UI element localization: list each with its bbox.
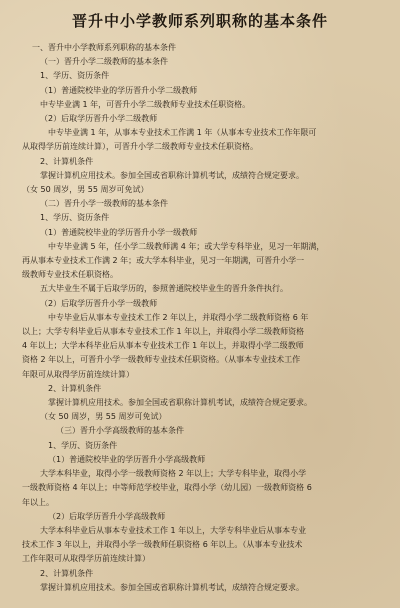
item-subheading: （2）后取学历晋升小学一级教师 — [40, 298, 158, 308]
paragraph-line: 中专毕业满 1 年，从事本专业技术工作满 1 年（从事本专业技术工作年限可 — [48, 128, 317, 138]
paragraph-line: 一级教师资格 4 年以上；中等师范学校毕业，取得小学（幼儿园）一级教师资格 6 — [22, 483, 312, 493]
section-heading: 一、晋升中小学教师系列职称的基本条件 — [32, 43, 176, 52]
page-title: 晋升中小学教师系列职称的基本条件 — [71, 12, 328, 30]
item-subheading: （1）普通院校毕业的学历晋升小学高级教师 — [48, 454, 206, 464]
paragraph-line: 以上；大学专科毕业后从事本专业技术工作 1 年以上，并取得小学二级教师资格 — [22, 327, 305, 337]
paragraph-line: 大学本科毕业后从事本专业技术工作 1 年以上，大学专科毕业后从事本专业 — [40, 525, 307, 535]
paragraph-line: 大学本科毕业，取得小学一级教师资格 2 年以上；大学专科毕业，取得小学 — [40, 469, 307, 479]
paragraph-line: 再从事本专业技术工作满 2 年；或大学本科毕业，见习一年期满，可晋升小学一 — [22, 256, 305, 266]
paragraph-line: 中专毕业后从事本专业技术工作 2 年以上，并取得小学二级教师资格 6 年 — [48, 312, 309, 322]
paragraph-line: 年限可从取得学历前连续计算） — [22, 369, 134, 379]
item-heading: 2、计算机条件 — [40, 156, 94, 166]
subsection-heading: （二）晋升小学一级教师的基本条件 — [40, 199, 168, 209]
paragraph-line: 技术工作 3 年以上，并取得小学一级教师任职资格 6 年以上。（从事本专业技术 — [22, 540, 303, 550]
paragraph-line: 中专毕业满 1 年，可晋升小学二级教师专业技术任职资格。 — [40, 99, 251, 109]
paragraph-line: 年以上。 — [22, 497, 54, 507]
paragraph-line: 掌握计算机应用技术。参加全国或省职称计算机考试，成绩符合规定要求。 — [40, 170, 304, 180]
item-subheading: （2）后取学历晋升小学二级教师 — [40, 114, 158, 124]
item-heading: 1、学历、资历条件 — [40, 213, 110, 223]
paragraph-line: （女 50 周岁，男 55 周岁可免试） — [40, 412, 167, 422]
paragraph-line: 工作年限可从取得学历前连续计算） — [22, 554, 150, 564]
paragraph-line: 中专毕业满 5 年，任小学二级教师满 4 年；或大学专科毕业，见习一年期满， — [48, 241, 325, 251]
item-heading: 2、计算机条件 — [48, 383, 102, 393]
paragraph-line: 从取得学历前连续计算），可晋升小学二级教师专业技术任职资格。 — [22, 142, 258, 152]
item-heading: 2、计算机条件 — [40, 568, 94, 578]
item-subheading: （1）普通院校毕业的学历晋升小学二级教师 — [40, 85, 198, 95]
subsection-heading: （一）晋升小学二级教师的基本条件 — [40, 57, 168, 67]
paragraph-line: 五大毕业生不属于后取学历的，参照普通院校毕业生的晋升条件执行。 — [40, 284, 288, 294]
item-subheading: （1）普通院校毕业的学历晋升小学一级教师 — [40, 227, 198, 237]
paragraph-line: 级教师专业技术任职资格。 — [22, 270, 118, 280]
paragraph-line: 掌握计算机应用技术。参加全国或省职称计算机考试，成绩符合规定要求。 — [48, 398, 312, 408]
item-heading: 1、学历、资历条件 — [48, 440, 118, 450]
item-heading: 1、学历、资历条件 — [40, 71, 110, 81]
paragraph-line: 资格 2 年以上，可晋升小学一级教师专业技术任职资格。（从事本专业技术工作 — [22, 355, 301, 365]
paragraph-line: 掌握计算机应用技术。参加全国或省职称计算机考试，成绩符合规定要求。 — [40, 582, 304, 592]
item-subheading: （2）后取学历晋升小学高级教师 — [48, 511, 166, 521]
subsection-heading: （三）晋升小学高级教师的基本条件 — [56, 426, 184, 436]
paragraph-line: （女 50 周岁，男 55 周岁可免试） — [22, 185, 149, 195]
paragraph-line: 4 年以上；大学本科毕业后从事本专业技术工作 1 年以上，并取得小学二级教师 — [22, 341, 304, 351]
